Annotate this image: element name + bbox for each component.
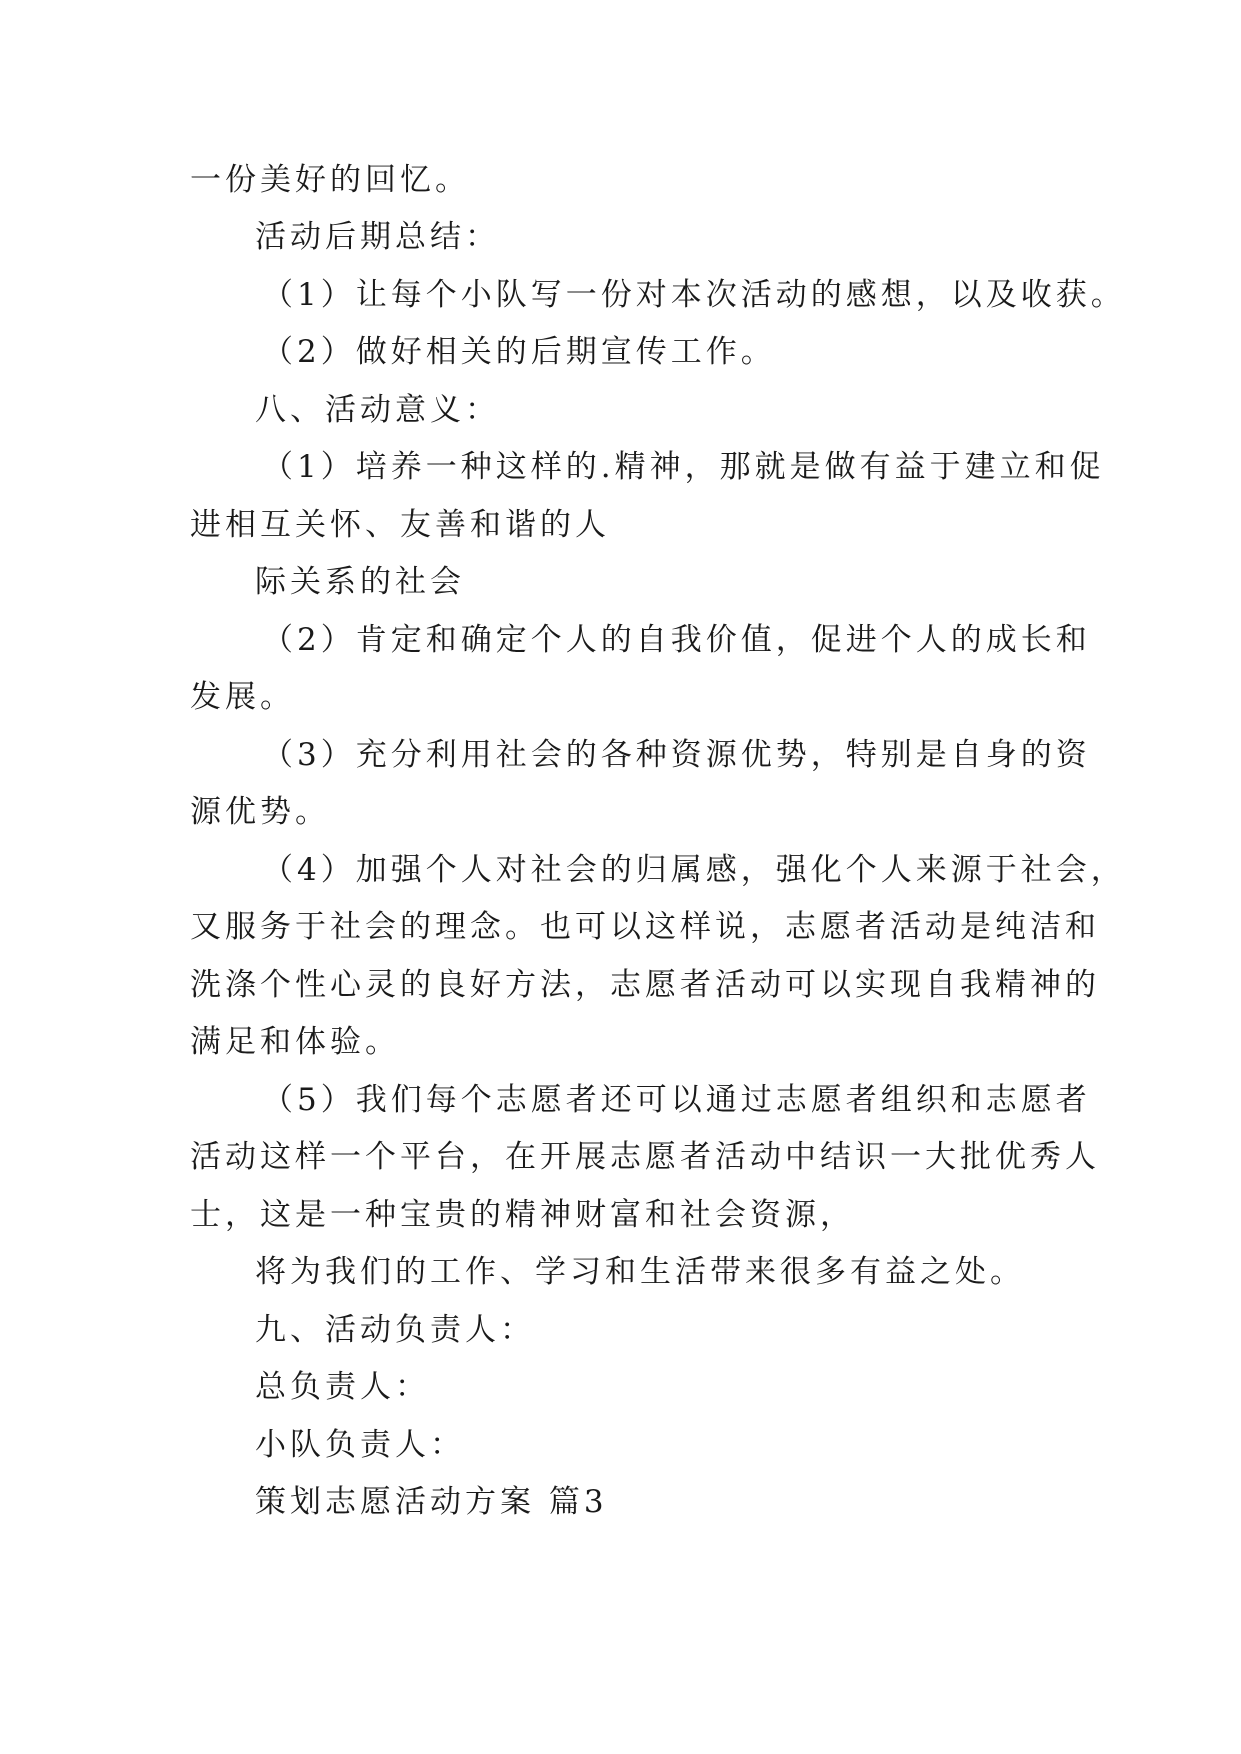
text-line: （4）加强个人对社会的归属感，强化个人来源于社会，: [262, 852, 1126, 888]
text-line: 活动这样一个平台，在开展志愿者活动中结识一大批优秀人: [190, 1139, 1100, 1175]
text-line: 发展。: [190, 679, 295, 715]
text-line: （3）充分利用社会的各种资源优势，特别是自身的资: [262, 737, 1091, 773]
section-title: 策划志愿活动方案 篇3: [255, 1484, 608, 1520]
text-line: 总负责人：: [255, 1369, 430, 1405]
text-line: 际关系的社会: [255, 564, 465, 600]
text-line: （1）让每个小队写一份对本次活动的感想，以及收获。: [262, 277, 1126, 313]
text-line: 小队负责人：: [255, 1427, 465, 1463]
text-line: 源优势。: [190, 794, 330, 830]
text-line: 一份美好的回忆。: [190, 162, 470, 198]
text-line: 士，这是一种宝贵的精神财富和社会资源，: [190, 1197, 855, 1233]
text-line: （5）我们每个志愿者还可以通过志愿者组织和志愿者: [262, 1082, 1091, 1118]
text-line: 将为我们的工作、学习和生活带来很多有益之处。: [255, 1254, 1025, 1290]
text-line: 洗涤个性心灵的良好方法，志愿者活动可以实现自我精神的: [190, 967, 1100, 1003]
section-heading: 九、活动负责人：: [255, 1312, 535, 1348]
text-line: 又服务于社会的理念。也可以这样说，志愿者活动是纯洁和: [190, 909, 1100, 945]
text-line: （1）培养一种这样的.精神，那就是做有益于建立和促: [262, 449, 1105, 485]
section-heading: 八、活动意义：: [255, 392, 500, 428]
text-line: （2）肯定和确定个人的自我价值，促进个人的成长和: [262, 622, 1091, 658]
text-line: 活动后期总结：: [255, 219, 500, 255]
text-line: 满足和体验。: [190, 1024, 400, 1060]
text-line: （2）做好相关的后期宣传工作。: [262, 334, 776, 370]
text-line: 进相互关怀、友善和谐的人: [190, 507, 610, 543]
